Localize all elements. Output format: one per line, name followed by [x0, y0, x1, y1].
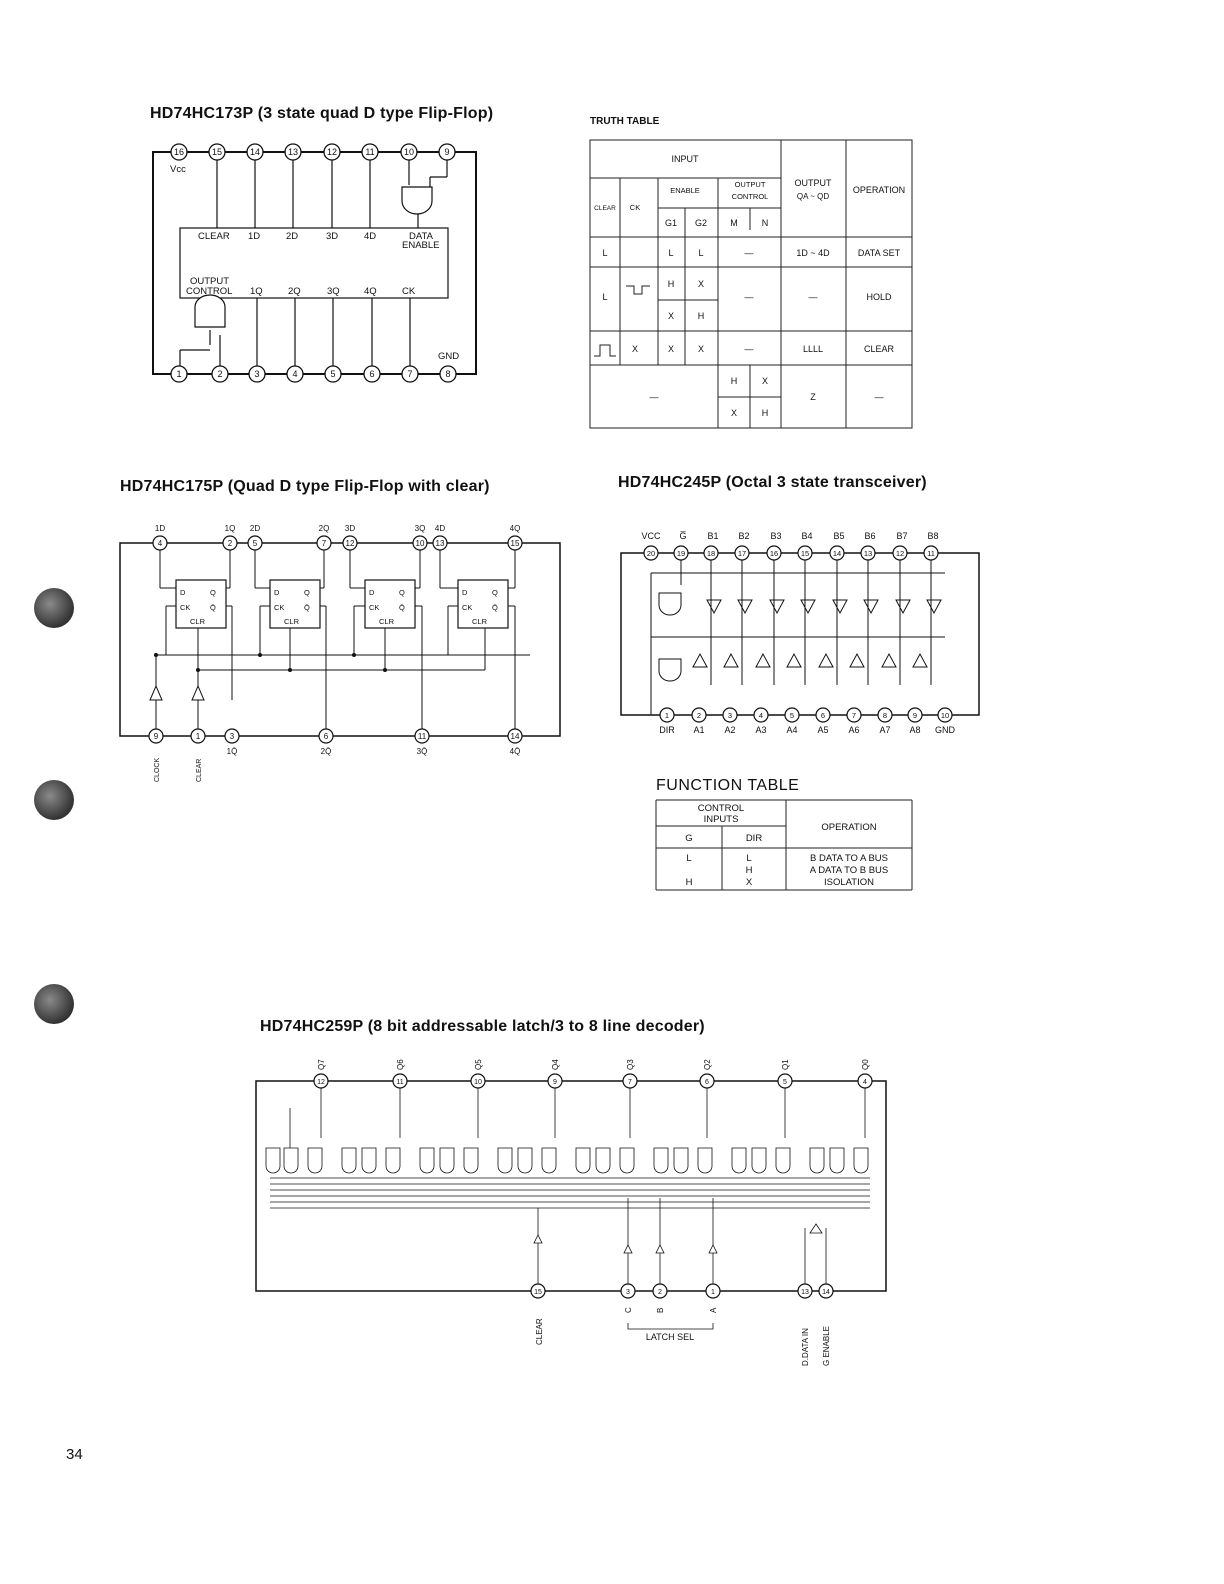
tt-r4-g1: X	[667, 344, 675, 354]
hc245-label-b2: B2	[738, 531, 750, 541]
tt-output-2: QA ~ QD	[796, 192, 830, 201]
function-table-title: FUNCTION TABLE	[656, 777, 800, 794]
hc175-pin-3: 3	[229, 732, 235, 741]
tt-r4-out: LLLL	[802, 344, 824, 354]
hc259-label-data-in: D.DATA IN	[801, 1328, 810, 1366]
hc245-label-b5: B5	[833, 531, 845, 541]
tt-g1: G1	[664, 218, 678, 228]
hc173-pin-10: 10	[403, 147, 415, 157]
hc245-title: HD74HC245P (Octal 3 state transceiver)	[618, 474, 927, 491]
hc245-pin-11: 11	[927, 549, 935, 558]
hc173-title: HD74HC173P (3 state quad D type Flip-Flop)	[150, 105, 494, 122]
hc259-label-a: A	[709, 1307, 718, 1313]
hc245-pin-18: 18	[706, 549, 716, 558]
hc175-clear-label: CLEAR	[196, 758, 203, 782]
ft-r2-dir: H	[745, 865, 753, 876]
tt-r4-g2: X	[697, 344, 705, 354]
hc259-label-q5: Q5	[474, 1059, 483, 1070]
hc245-pin-20: 20	[646, 549, 656, 558]
tt-r1-out: 1D ~ 4D	[796, 248, 830, 258]
hc173-pin-1: 1	[176, 369, 182, 379]
hc245-label-a1: A1	[693, 725, 705, 735]
tt-r1-clear: L	[602, 248, 608, 258]
hc173-pin-11: 11	[365, 147, 375, 157]
hc245-pin-16: 16	[769, 549, 779, 558]
hc245-pin-19: 19	[676, 549, 686, 558]
hc175-label-1d: 1D	[154, 524, 166, 533]
hc259-label-q1: Q1	[781, 1059, 790, 1070]
hc259-pin-1: 1	[711, 1289, 715, 1296]
hc259-pin-5: 5	[783, 1079, 787, 1086]
tt-r5-out: Z	[810, 392, 816, 402]
hc245-pin-6: 6	[820, 711, 826, 720]
ff1-q: Q	[210, 588, 216, 597]
hc173-label-3q: 3Q	[327, 286, 340, 297]
hc175-pin-9: 9	[153, 732, 159, 741]
hc245-label-vcc: VCC	[641, 531, 661, 541]
hc173-label-ck: CK	[402, 286, 416, 297]
hc175-pin-7: 7	[321, 539, 327, 548]
hc175-label-1q: 1Q	[224, 524, 236, 533]
hc173-pin-16: 16	[173, 147, 185, 157]
hc245-label-a3: A3	[755, 725, 767, 735]
tt-r5-n: X	[761, 376, 769, 386]
hc173-pin-15: 15	[211, 147, 223, 157]
hc259-pin-7: 7	[628, 1079, 632, 1086]
hc175-label-4qbar: 4Q̄	[509, 747, 521, 756]
hc245-label-b3: B3	[770, 531, 782, 541]
hc173-label-data: DATA	[409, 231, 433, 242]
hc173-pin-3: 3	[254, 369, 260, 379]
ff1-qbar: Q̄	[210, 603, 216, 612]
hc245-label-g: G̅	[679, 531, 687, 541]
hc245-pin-4: 4	[758, 711, 764, 720]
hc173-pin-12: 12	[326, 147, 338, 157]
tt-output-1: OUTPUT	[794, 178, 832, 188]
ft-r3-g: H	[685, 877, 693, 888]
hc173-diagram	[140, 135, 500, 395]
ff4-clr: CLR	[472, 617, 488, 626]
tt-operation: OPERATION	[852, 185, 906, 195]
hc245-pin-7: 7	[851, 711, 857, 720]
hc175-label-4q: 4Q	[509, 524, 521, 533]
hc175-label-3q: 3Q	[414, 524, 426, 533]
truth-table-title: TRUTH TABLE	[590, 116, 660, 127]
hc245-label-b7: B7	[896, 531, 908, 541]
hc173-label-clear: CLEAR	[198, 231, 230, 242]
hc173-pin-7: 7	[407, 369, 413, 379]
tt-output-control-1: OUTPUT	[734, 180, 766, 189]
hc259-pin-10: 10	[474, 1079, 482, 1086]
hc259-pin-11: 11	[396, 1079, 404, 1086]
tt-r2-g1: H	[667, 279, 675, 289]
ft-r3-op: ISOLATION	[824, 877, 874, 888]
ft-operation-head: OPERATION	[821, 822, 877, 833]
hc175-clock-label: CLOCK	[154, 757, 161, 782]
hc259-label-q2: Q2	[703, 1059, 712, 1070]
hc175-pin-12: 12	[345, 539, 355, 548]
ff4-q: Q	[492, 588, 498, 597]
tt-r1-op: DATA SET	[857, 248, 901, 258]
hc173-pin-4: 4	[292, 369, 298, 379]
ff4-d: D	[462, 588, 468, 597]
tt-r2-g2: X	[697, 279, 705, 289]
hc245-pin-14: 14	[832, 549, 842, 558]
tt-r5-op: —	[874, 392, 884, 402]
hc175-pin-4: 4	[157, 539, 163, 548]
hc175-pin-13: 13	[435, 539, 445, 548]
ff3-qbar: Q̄	[399, 603, 405, 612]
tt-r2-clear: L	[602, 292, 608, 302]
hc173-label-4q: 4Q	[364, 286, 377, 297]
hc173-pin-5: 5	[330, 369, 336, 379]
page-number: 34	[66, 1446, 83, 1463]
hc245-label-b6: B6	[864, 531, 876, 541]
hc245-label-b1: B1	[707, 531, 719, 541]
hc259-label-q6: Q6	[396, 1059, 405, 1070]
hc245-label-a5: A5	[817, 725, 829, 735]
hc175-title: HD74HC175P (Quad D type Flip-Flop with clear)	[120, 478, 490, 495]
hc173-pin-14: 14	[249, 147, 261, 157]
tt-r3-g2: H	[697, 311, 705, 321]
hc173-label-control: CONTROL	[186, 286, 233, 297]
ff1-clr: CLR	[190, 617, 206, 626]
hc173-label-output: OUTPUT	[190, 276, 230, 287]
hc175-label-1qbar: 1Q̄	[226, 747, 238, 756]
ff3-d: D	[369, 588, 375, 597]
hc259-pin-15: 15	[534, 1289, 542, 1296]
tt-r4-op: CLEAR	[863, 344, 895, 354]
hc175-label-3d: 3D	[344, 524, 356, 533]
hc245-label-b4: B4	[801, 531, 813, 541]
punch-hole-middle	[34, 780, 74, 820]
hc173-label-enable: ENABLE	[402, 240, 440, 251]
hc259-pin-2: 2	[658, 1289, 662, 1296]
punch-hole-bottom	[34, 984, 74, 1024]
ft-dir-head: DIR	[745, 833, 763, 844]
hc259-label-clear: CLEAR	[535, 1318, 544, 1345]
ft-r3-dir: X	[745, 877, 753, 888]
tt-n: N	[761, 218, 769, 228]
hc173-label-1d: 1D	[248, 231, 261, 242]
tt-clear-head: CLEAR	[594, 205, 616, 212]
tt-r1-g2: L	[698, 248, 704, 258]
hc245-label-a7: A7	[879, 725, 891, 735]
ff1-d: D	[180, 588, 186, 597]
ff2-d: D	[274, 588, 280, 597]
hc175-pin-1: 1	[195, 732, 201, 741]
hc259-pin-6: 6	[705, 1079, 709, 1086]
hc175-label-4d: 4D	[434, 524, 446, 533]
ff3-clr: CLR	[379, 617, 395, 626]
tt-g2: G2	[694, 218, 708, 228]
hc245-label-dir: DIR	[659, 725, 675, 735]
hc259-label-q4: Q4	[551, 1059, 560, 1070]
hc175-pin-6: 6	[323, 732, 329, 741]
hc175-pin-5: 5	[252, 539, 258, 548]
tt-input: INPUT	[671, 154, 699, 164]
hc173-pin-13: 13	[287, 147, 299, 157]
hc173-pin-9: 9	[444, 147, 450, 157]
hc245-pin-3: 3	[727, 711, 733, 720]
hc245-label-a2: A2	[724, 725, 736, 735]
hc259-label-q0: Q0	[861, 1059, 870, 1070]
ff2-ck: CK	[274, 603, 285, 612]
tt-ck-head: CK	[629, 203, 641, 212]
hc259-label-g-enable: G ENABLE	[822, 1325, 831, 1366]
hc175-pin-15: 15	[510, 539, 520, 548]
ff4-qbar: Q̄	[492, 603, 498, 612]
tt-r2-out: —	[808, 292, 818, 302]
ff4-ck: CK	[462, 603, 473, 612]
hc259-pin-12: 12	[317, 1079, 325, 1086]
hc173-pin-8: 8	[445, 369, 451, 379]
hc259-latch-sel: LATCH SEL	[645, 1332, 695, 1342]
ff3-ck: CK	[369, 603, 380, 612]
hc245-pin-15: 15	[800, 549, 810, 558]
tt-r1-g1: L	[668, 248, 674, 258]
tt-r3-g1: X	[667, 311, 675, 321]
hc245-pin-2: 2	[696, 711, 702, 720]
hc173-pin-6: 6	[369, 369, 375, 379]
hc245-pin-9: 9	[912, 711, 918, 720]
hc259-pin-13: 13	[801, 1289, 809, 1296]
hc259-title: HD74HC259P (8 bit addressable latch/3 to 8 line decoder)	[260, 1018, 705, 1035]
hc173-pin-2: 2	[217, 369, 223, 379]
ft-g-head: G	[685, 833, 693, 844]
hc245-pin-1: 1	[664, 711, 670, 720]
tt-r1-mn: —	[744, 248, 754, 258]
ft-control: CONTROL	[697, 803, 745, 814]
hc173-label-2q: 2Q	[288, 286, 301, 297]
ff2-q: Q	[304, 588, 310, 597]
hc175-pin-14: 14	[510, 732, 520, 741]
ff1-ck: CK	[180, 603, 191, 612]
tt-r5-left: —	[649, 392, 659, 402]
hc245-label-a6: A6	[848, 725, 860, 735]
hc175-pin-2: 2	[227, 539, 233, 548]
hc173-label-2d: 2D	[286, 231, 299, 242]
hc259-label-b: B	[656, 1307, 665, 1313]
ft-r1-op: B DATA TO A BUS	[810, 853, 888, 864]
hc173-label-1q: 1Q	[250, 286, 263, 297]
hc245-label-a8: A8	[909, 725, 921, 735]
tt-r4-ck: X	[631, 344, 639, 354]
tt-r6-n: H	[761, 408, 769, 418]
truth-table	[588, 138, 918, 433]
ft-r2-op: A DATA TO B BUS	[809, 865, 889, 876]
hc175-diagram	[110, 520, 570, 790]
hc173-vcc: Vcc	[170, 164, 186, 175]
hc259-pin-14: 14	[822, 1289, 830, 1296]
hc259-pin-3: 3	[626, 1289, 630, 1296]
hc245-label-gnd: GND	[935, 725, 955, 735]
hc175-label-2qbar: 2Q̄	[320, 747, 332, 756]
punch-hole-top	[34, 588, 74, 628]
hc259-label-q7: Q7	[317, 1059, 326, 1070]
hc245-pin-17: 17	[737, 549, 747, 558]
hc259-label-q3: Q3	[626, 1059, 635, 1070]
tt-r2-mn: —	[744, 292, 754, 302]
hc245-pin-8: 8	[882, 711, 888, 720]
hc245-label-b8: B8	[927, 531, 939, 541]
hc173-label-4d: 4D	[364, 231, 377, 242]
hc245-pin-10: 10	[940, 711, 950, 720]
tt-r6-m: X	[730, 408, 738, 418]
tt-r5-m: H	[730, 376, 738, 386]
hc245-diagram	[615, 525, 985, 740]
hc175-pin-11: 11	[417, 732, 427, 741]
hc175-label-3qbar: 3Q̄	[416, 747, 428, 756]
tt-r4-mn: —	[744, 344, 754, 354]
hc259-label-c: C	[624, 1307, 633, 1313]
tt-output-control-2: CONTROL	[731, 192, 769, 201]
hc245-pin-5: 5	[789, 711, 795, 720]
tt-enable: ENABLE	[670, 186, 700, 195]
hc175-pin-10: 10	[415, 539, 425, 548]
hc173-gnd: GND	[438, 351, 460, 362]
hc259-pin-4: 4	[863, 1079, 867, 1086]
hc175-label-2d: 2D	[249, 524, 261, 533]
hc175-label-2q: 2Q	[318, 524, 330, 533]
tt-r2-op: HOLD	[866, 292, 892, 302]
ff2-qbar: Q̄	[304, 603, 310, 612]
ff2-clr: CLR	[284, 617, 300, 626]
ft-r1-g: L	[686, 853, 692, 864]
hc173-label-3d: 3D	[326, 231, 339, 242]
ff3-q: Q	[399, 588, 405, 597]
hc245-pin-13: 13	[863, 549, 873, 558]
hc259-pin-9: 9	[553, 1079, 557, 1086]
ft-r1-dir: L	[746, 853, 752, 864]
ft-inputs: INPUTS	[703, 814, 739, 825]
hc245-label-a4: A4	[786, 725, 798, 735]
function-table	[654, 798, 916, 894]
hc245-pin-12: 12	[895, 549, 905, 558]
tt-m: M	[730, 218, 738, 228]
hc259-diagram	[250, 1048, 900, 1398]
